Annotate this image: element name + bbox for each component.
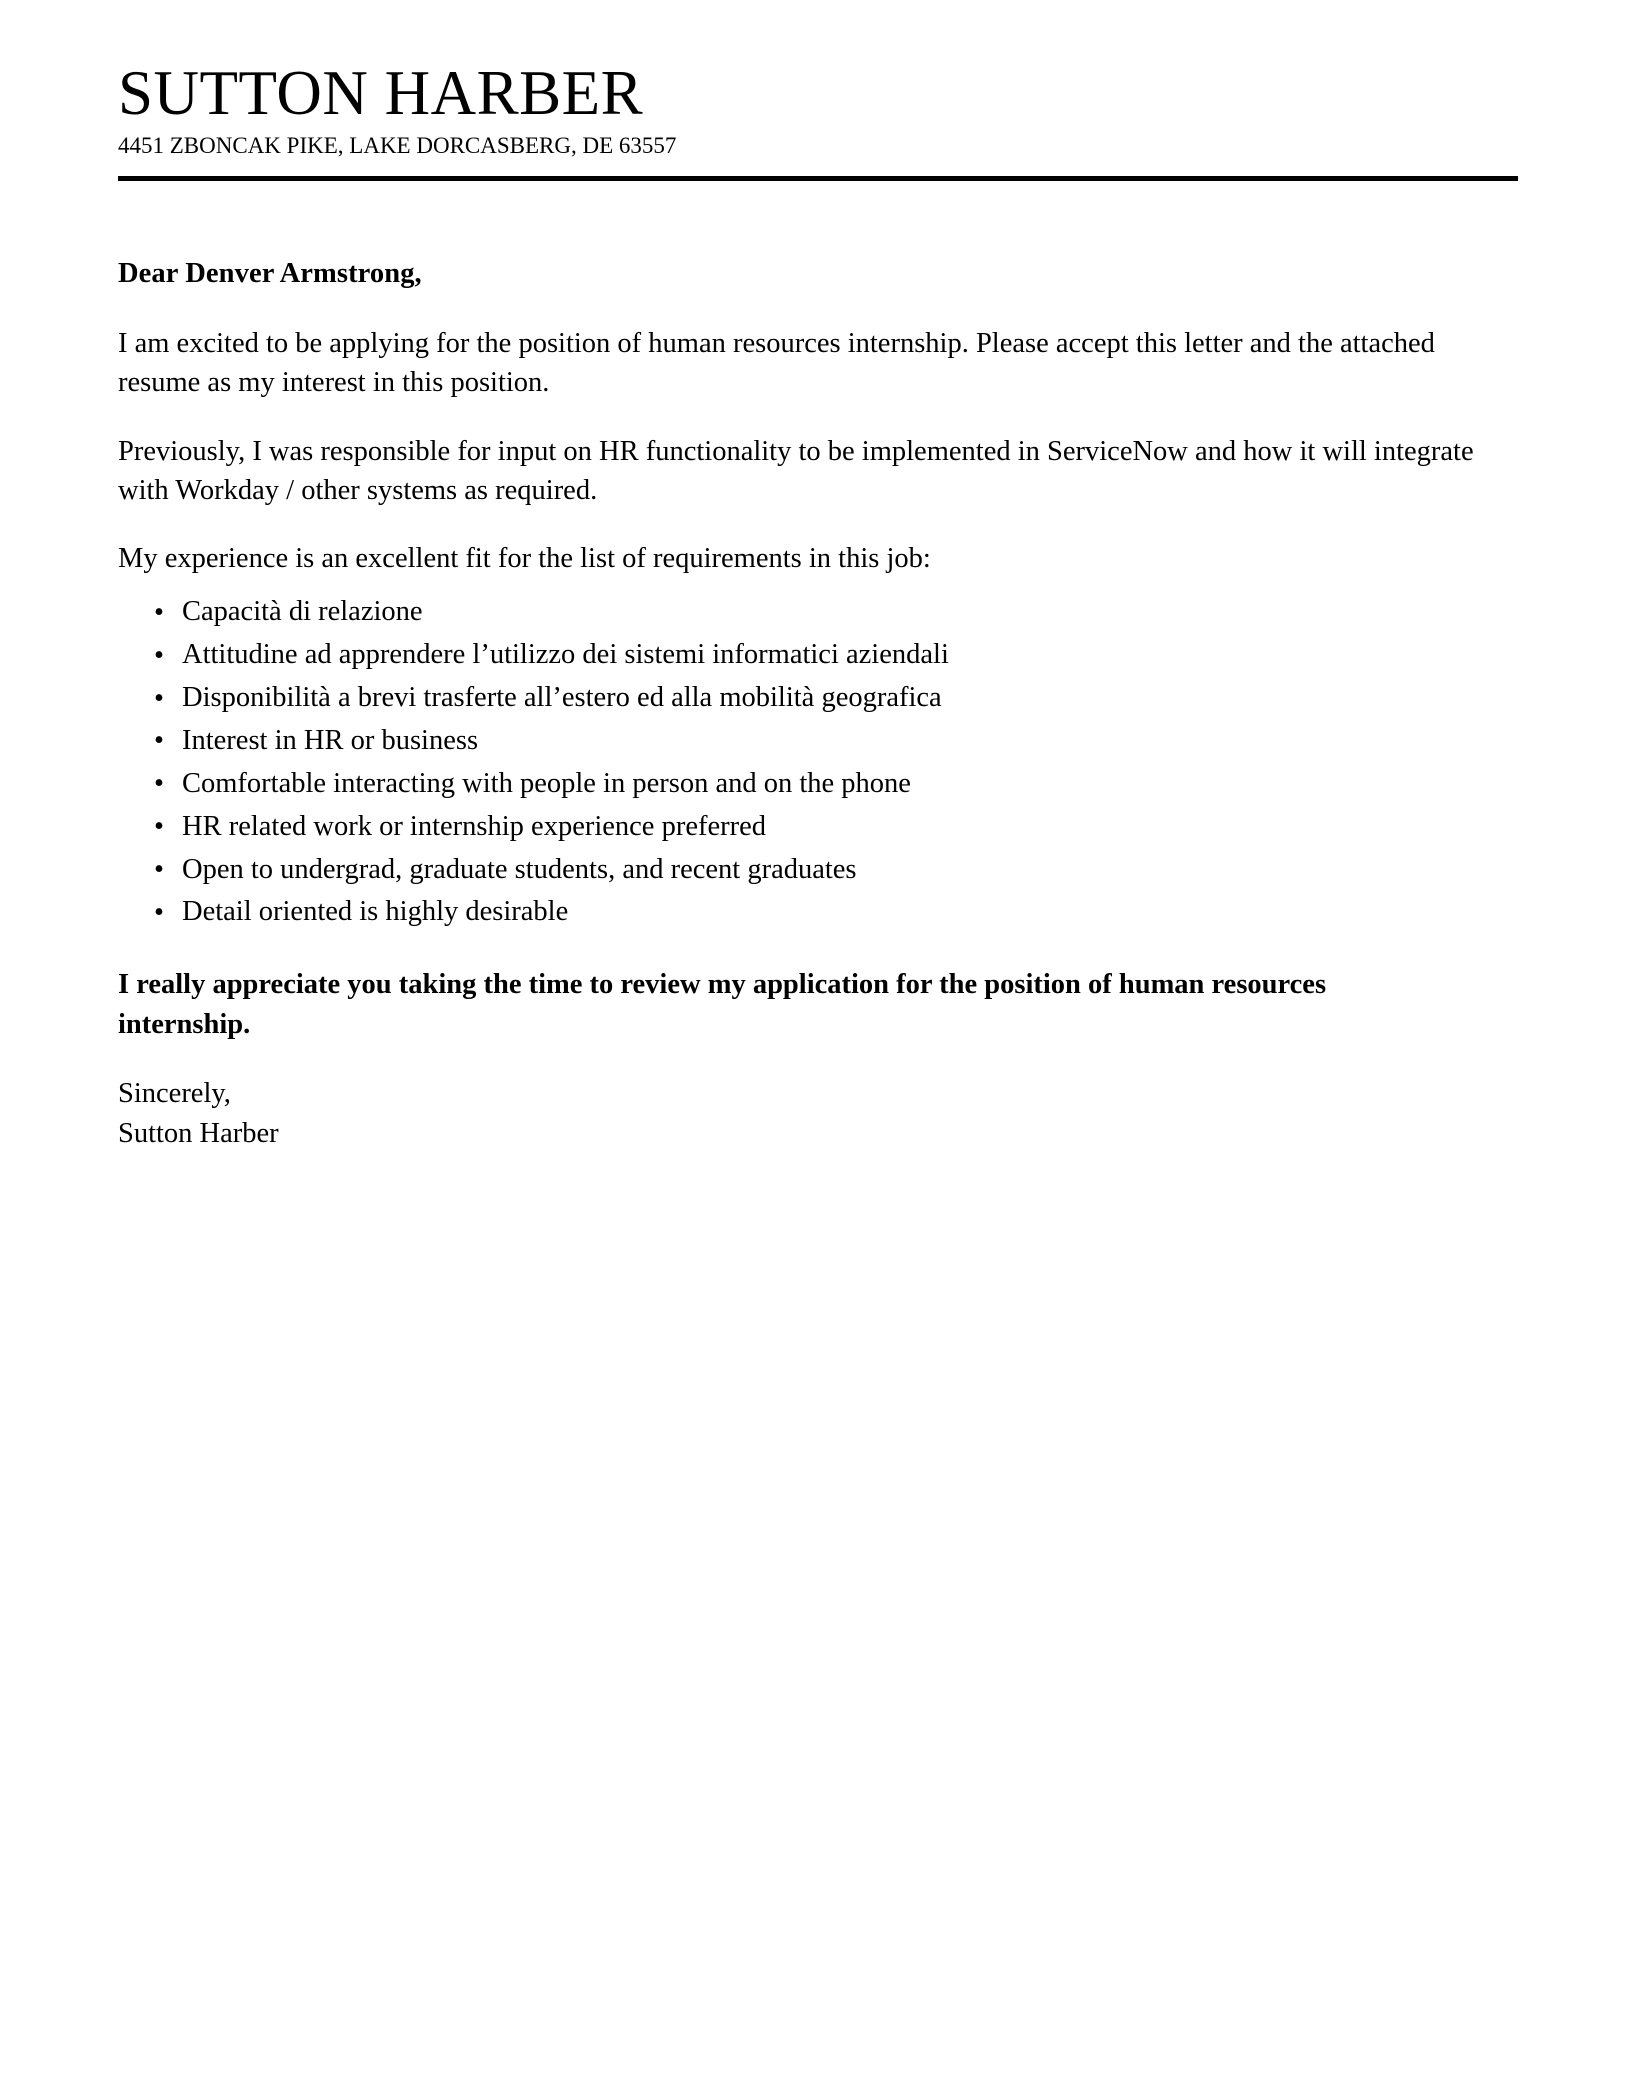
body-paragraph-1: I am excited to be applying for the position of human resources internship. Please accept this letter and the attached resume as my interest in this position.	[118, 328, 1435, 399]
letterhead	[118, 60, 1518, 181]
list-item	[146, 808, 1503, 846]
signature-block	[118, 1074, 1503, 1155]
bullet-icon: •	[154, 682, 164, 714]
bullet-icon: •	[154, 725, 164, 757]
list-item	[146, 722, 1503, 760]
bullet-icon: •	[154, 596, 164, 628]
list-item	[146, 851, 1503, 889]
list-item	[146, 893, 1503, 931]
bullet-icon: •	[154, 854, 164, 886]
company-address: 4451 ZBONCAK PIKE, LAKE DORCASBERG, DE 63557	[118, 133, 677, 159]
list-item-label: Disponibilità a brevi trasferte all’estero ed alla mobilità geografica	[182, 682, 942, 714]
list-item-label: Interest in HR or business	[182, 724, 479, 756]
letter-body	[118, 255, 1503, 1155]
body-paragraph-2: Previously, I was responsible for input on HR functionality to be implemented in ServiceNow and how it will integrate with Workday / other systems as required.	[118, 435, 1474, 506]
list-item-label: Detail oriented is highly desirable	[182, 896, 569, 928]
salutation: Dear Denver Armstrong,	[118, 257, 422, 289]
list-item-label: Open to undergrad, graduate students, and recent graduates	[182, 853, 857, 885]
list-item	[146, 765, 1503, 803]
letter-content-container	[118, 60, 1518, 1155]
list-item-label: Capacità di relazione	[182, 596, 423, 628]
list-item-label: Attitudine ad apprendere l’utilizzo dei sistemi informatici aziendali	[182, 639, 949, 671]
signature-name: Sutton Harber	[118, 1118, 279, 1150]
header-divider-rule	[118, 176, 1518, 181]
company-name: SUTTON HARBER	[118, 58, 644, 128]
list-item	[146, 593, 1503, 631]
closing-statement: I really appreciate you taking the time to review my application for the position of human resources internship.	[118, 969, 1327, 1040]
requirements-intro: My experience is an excellent fit for the list of requirements in this job:	[118, 543, 931, 575]
list-item-label: HR related work or internship experience preferred	[182, 810, 766, 842]
list-item	[146, 636, 1503, 674]
list-item-label: Comfortable interacting with people in person and on the phone	[182, 767, 911, 799]
bullet-icon: •	[154, 811, 164, 843]
signoff-line: Sincerely,	[118, 1078, 231, 1110]
requirements-list	[118, 593, 1503, 931]
list-item	[146, 679, 1503, 717]
bullet-icon: •	[154, 639, 164, 671]
bullet-icon: •	[154, 768, 164, 800]
bullet-icon: •	[154, 897, 164, 929]
